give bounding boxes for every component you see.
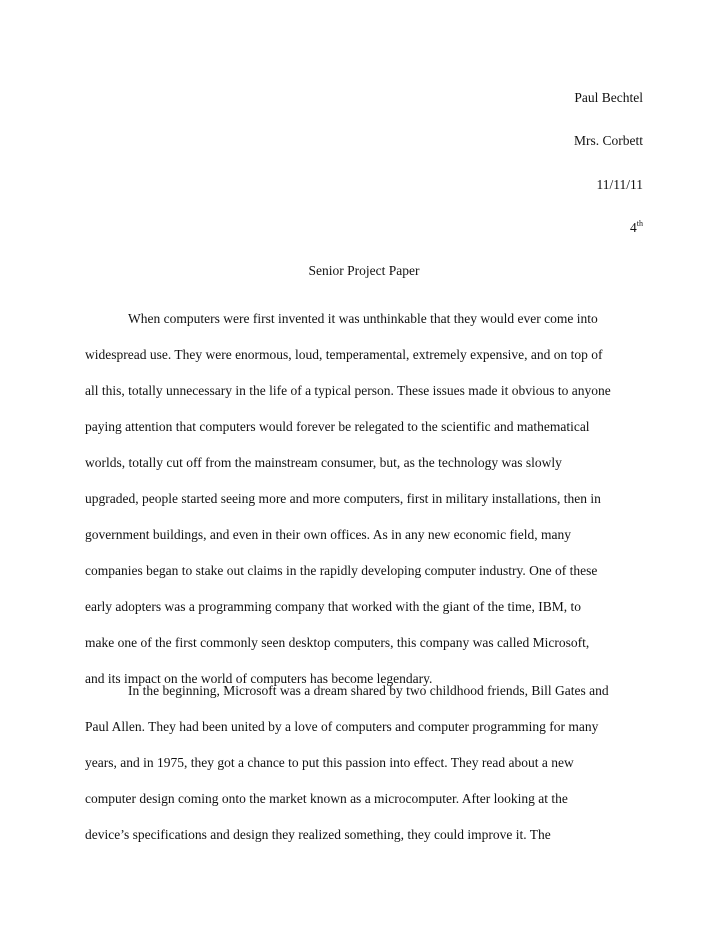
paragraph-line: government buildings, and even in their own offices. As in any new economic field, many — [85, 527, 572, 542]
paper-title: Senior Project Paper — [308, 263, 420, 278]
paragraph-line: paying attention that computers would forever be relegated to the scientific and mathematical — [85, 419, 590, 434]
paragraph-line: and its impact on the world of computers has become legendary. — [85, 671, 433, 686]
period-number: 4 — [630, 220, 637, 235]
paragraph-line: early adopters was a programming company that worked with the giant of the time, IBM, to — [85, 599, 581, 614]
paragraph-line: upgraded, people started seeing more and more computers, first in military installations, then in — [85, 491, 601, 506]
header-date: 11/11/11 — [596, 177, 643, 192]
paragraph-line: Paul Allen. They had been united by a love of computers and computer programming for many — [85, 719, 599, 734]
paragraph-line: years, and in 1975, they got a chance to put this passion into effect. They read about a new — [85, 755, 574, 770]
paragraph-line: computer design coming onto the market known as a microcomputer. After looking at the — [85, 791, 568, 806]
period-suffix: th — [636, 218, 643, 228]
header-period — [630, 220, 643, 236]
paragraph-line: device’s specifications and design they realized something, they could improve it. The — [85, 827, 551, 842]
paragraph-line: make one of the first commonly seen desktop computers, this company was called Microsoft, — [85, 635, 590, 650]
header-teacher: Mrs. Corbett — [574, 133, 643, 148]
paragraph-line: When computers were first invented it was unthinkable that they would ever come into — [128, 311, 598, 326]
paragraph-line: worlds, totally cut off from the mainstream consumer, but, as the technology was slowly — [85, 455, 562, 470]
paragraph-line: all this, totally unnecessary in the life of a typical person. These issues made it obvious to anyone — [85, 383, 611, 398]
paragraph-line: In the beginning, Microsoft was a dream shared by two childhood friends, Bill Gates and — [128, 683, 609, 698]
header-author: Paul Bechtel — [574, 90, 643, 105]
paragraph-line: companies began to stake out claims in the rapidly developing computer industry. One of these — [85, 563, 598, 578]
paragraph-line: widespread use. They were enormous, loud, temperamental, extremely expensive, and on top of — [85, 347, 603, 362]
